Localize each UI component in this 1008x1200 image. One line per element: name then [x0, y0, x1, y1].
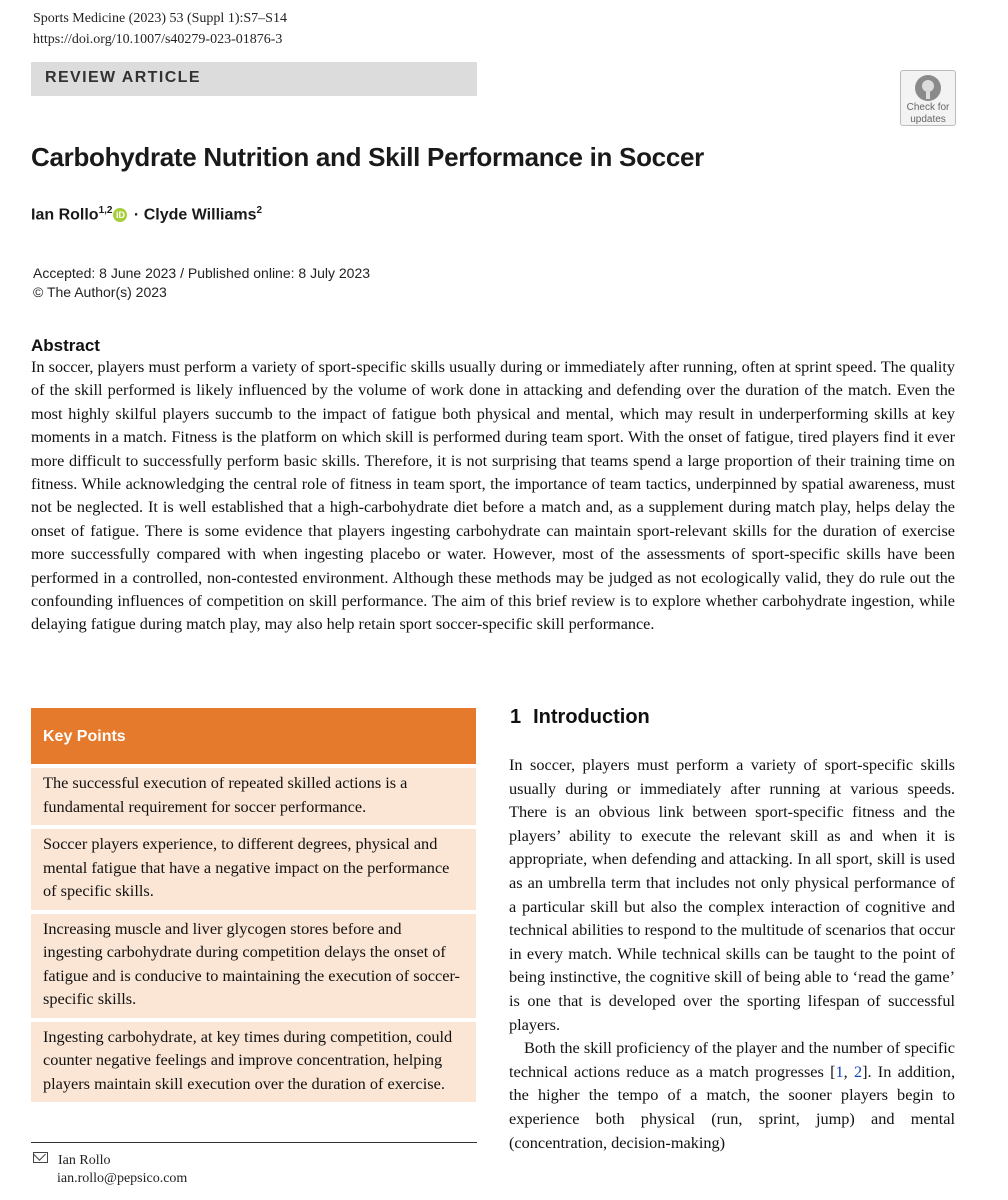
author-name[interactable]: Clyde Williams — [143, 206, 257, 224]
introduction-paragraph — [509, 1036, 955, 1154]
correspondence-note — [33, 1152, 187, 1188]
citation-link[interactable]: 2 — [853, 1061, 863, 1081]
author-name[interactable]: Ian Rollo — [31, 206, 99, 224]
key-point-item: Ingesting carbohydrate, at key times during competition, could counter negative feelings and improve concentration, helping players maintain skill execution over the duration of exercise. — [31, 1022, 476, 1103]
check-updates-label-1: Check for — [906, 102, 950, 113]
citation-separator: , — [843, 1061, 854, 1081]
journal-citation: Sports Medicine (2023) 53 (Suppl 1):S7–S14 — [33, 11, 287, 26]
introduction-body — [509, 753, 955, 1154]
author-affiliation: 1,2 — [98, 205, 113, 216]
journal-header — [33, 8, 287, 50]
author-separator: · — [133, 206, 140, 224]
article-type-banner — [31, 62, 477, 96]
article-title: Carbohydrate Nutrition and Skill Performance in Soccer — [31, 142, 704, 172]
abstract-text: In soccer, players must perform a variety of sport-specific skills usually during or immediately after running, often at sprint speed. The quality of the skill performed is likely influenced by the volume of work done in attacking and defending over the duration of the match. Even the most highly skilful players succumb to the impact of fatigue both physical and mental, which may result in underperforming skills at key moments in a match. Fitness is the platform on which skill is performed during team sport. With the onset of fatigue, tired players find it ever more difficult to successfully perform basic skills. Therefore, it is not surprising that teams spend a large proportion of their training time on fitness. While acknowledging the central role of fitness in team sport, the importance of team tactics, underpinned by spatial awareness, must not be neglected. It is well established that a high-carbohydrate diet before a match and, as a supplement during match play, helps delay the onset of fatigue. There is some evidence that players ingesting carbohydrate can maintain sport-relevant skills for the duration of exercise more successfully compared with when ingesting placebo or water. However, most of the assessments of sport-specific skills have been performed in a controlled, non-contested environment. Although these methods may be judged as not ecologically valid, they do rule out the confounding influences of competition on skill performance. The aim of this brief review is to explore whether carbohydrate ingestion, while delaying fatigue during match play, may also help retain sport soccer-specific skill performance. — [31, 358, 955, 634]
key-points-box — [31, 708, 476, 1102]
key-point-item: Increasing muscle and liver glycogen stores before and ingesting carbohydrate during competition delays the onset of fatigue and is conducive to maintaining the execution of soccer-specific skills. — [31, 914, 476, 1018]
publication-dates — [33, 264, 370, 302]
citation-link[interactable]: 1 — [835, 1061, 844, 1081]
abstract-heading: Abstract — [31, 336, 100, 355]
article-type-label: REVIEW ARTICLE — [45, 69, 201, 86]
author-list — [31, 205, 262, 224]
section-heading-introduction — [510, 706, 650, 729]
corresponding-author-email[interactable]: ian.rollo@pepsico.com — [57, 1171, 188, 1186]
section-title: Introduction — [533, 706, 650, 728]
copyright-notice: © The Author(s) 2023 — [33, 284, 167, 300]
envelope-icon — [33, 1152, 48, 1163]
paragraph-text: Both the skill proficiency of the player and the number of specific technical actions reduce as a match progresses [ — [509, 1038, 955, 1081]
check-updates-icon — [915, 75, 941, 101]
orcid-icon[interactable]: iD — [113, 208, 127, 222]
check-for-updates-button[interactable] — [900, 70, 956, 126]
introduction-paragraph: In soccer, players must perform a variety of sport-specific skills usually during or immediately after running at various speeds. There is an obvious link between sport-specific fitness and the players’ ability to execute the relevant skill as and when it is appropriate, when defending and attacking. In all sport, skill is used as an umbrella term that includes not only physical performance of a particular skill but also the complex interaction of cognitive and technical abilities to respond to the multitude of scenarios that occur in every match. While technical skills can be taught to the point of being instinctive, the cognitive skill of being able to ‘read the game’ is one that is developed over the sporting lifespan of successful players. — [509, 755, 955, 1034]
key-points-heading: Key Points — [43, 728, 126, 745]
key-points-header — [31, 708, 476, 764]
paragraph-text: ]. In addition, the higher the tempo of a match, the sooner players begin to experience both physical (run, sprint, jump) and mental (concentration, decision-making) — [509, 1061, 956, 1152]
key-point-item: The successful execution of repeated skilled actions is a fundamental requirement for soccer performance. — [31, 768, 476, 825]
check-updates-label-2: updates — [910, 114, 946, 125]
author-affiliation: 2 — [256, 205, 263, 216]
doi-link[interactable]: https://doi.org/10.1007/s40279-023-01876-3 — [33, 32, 283, 47]
footnote-divider — [31, 1142, 477, 1143]
accepted-published-dates: Accepted: 8 June 2023 / Published online: 8 July 2023 — [33, 265, 371, 281]
section-number: 1 — [510, 706, 522, 728]
key-point-item: Soccer players experience, to different degrees, physical and mental fatigue that have a negative impact on the performance of specific skills. — [31, 829, 476, 910]
corresponding-author-name: Ian Rollo — [58, 1153, 111, 1168]
